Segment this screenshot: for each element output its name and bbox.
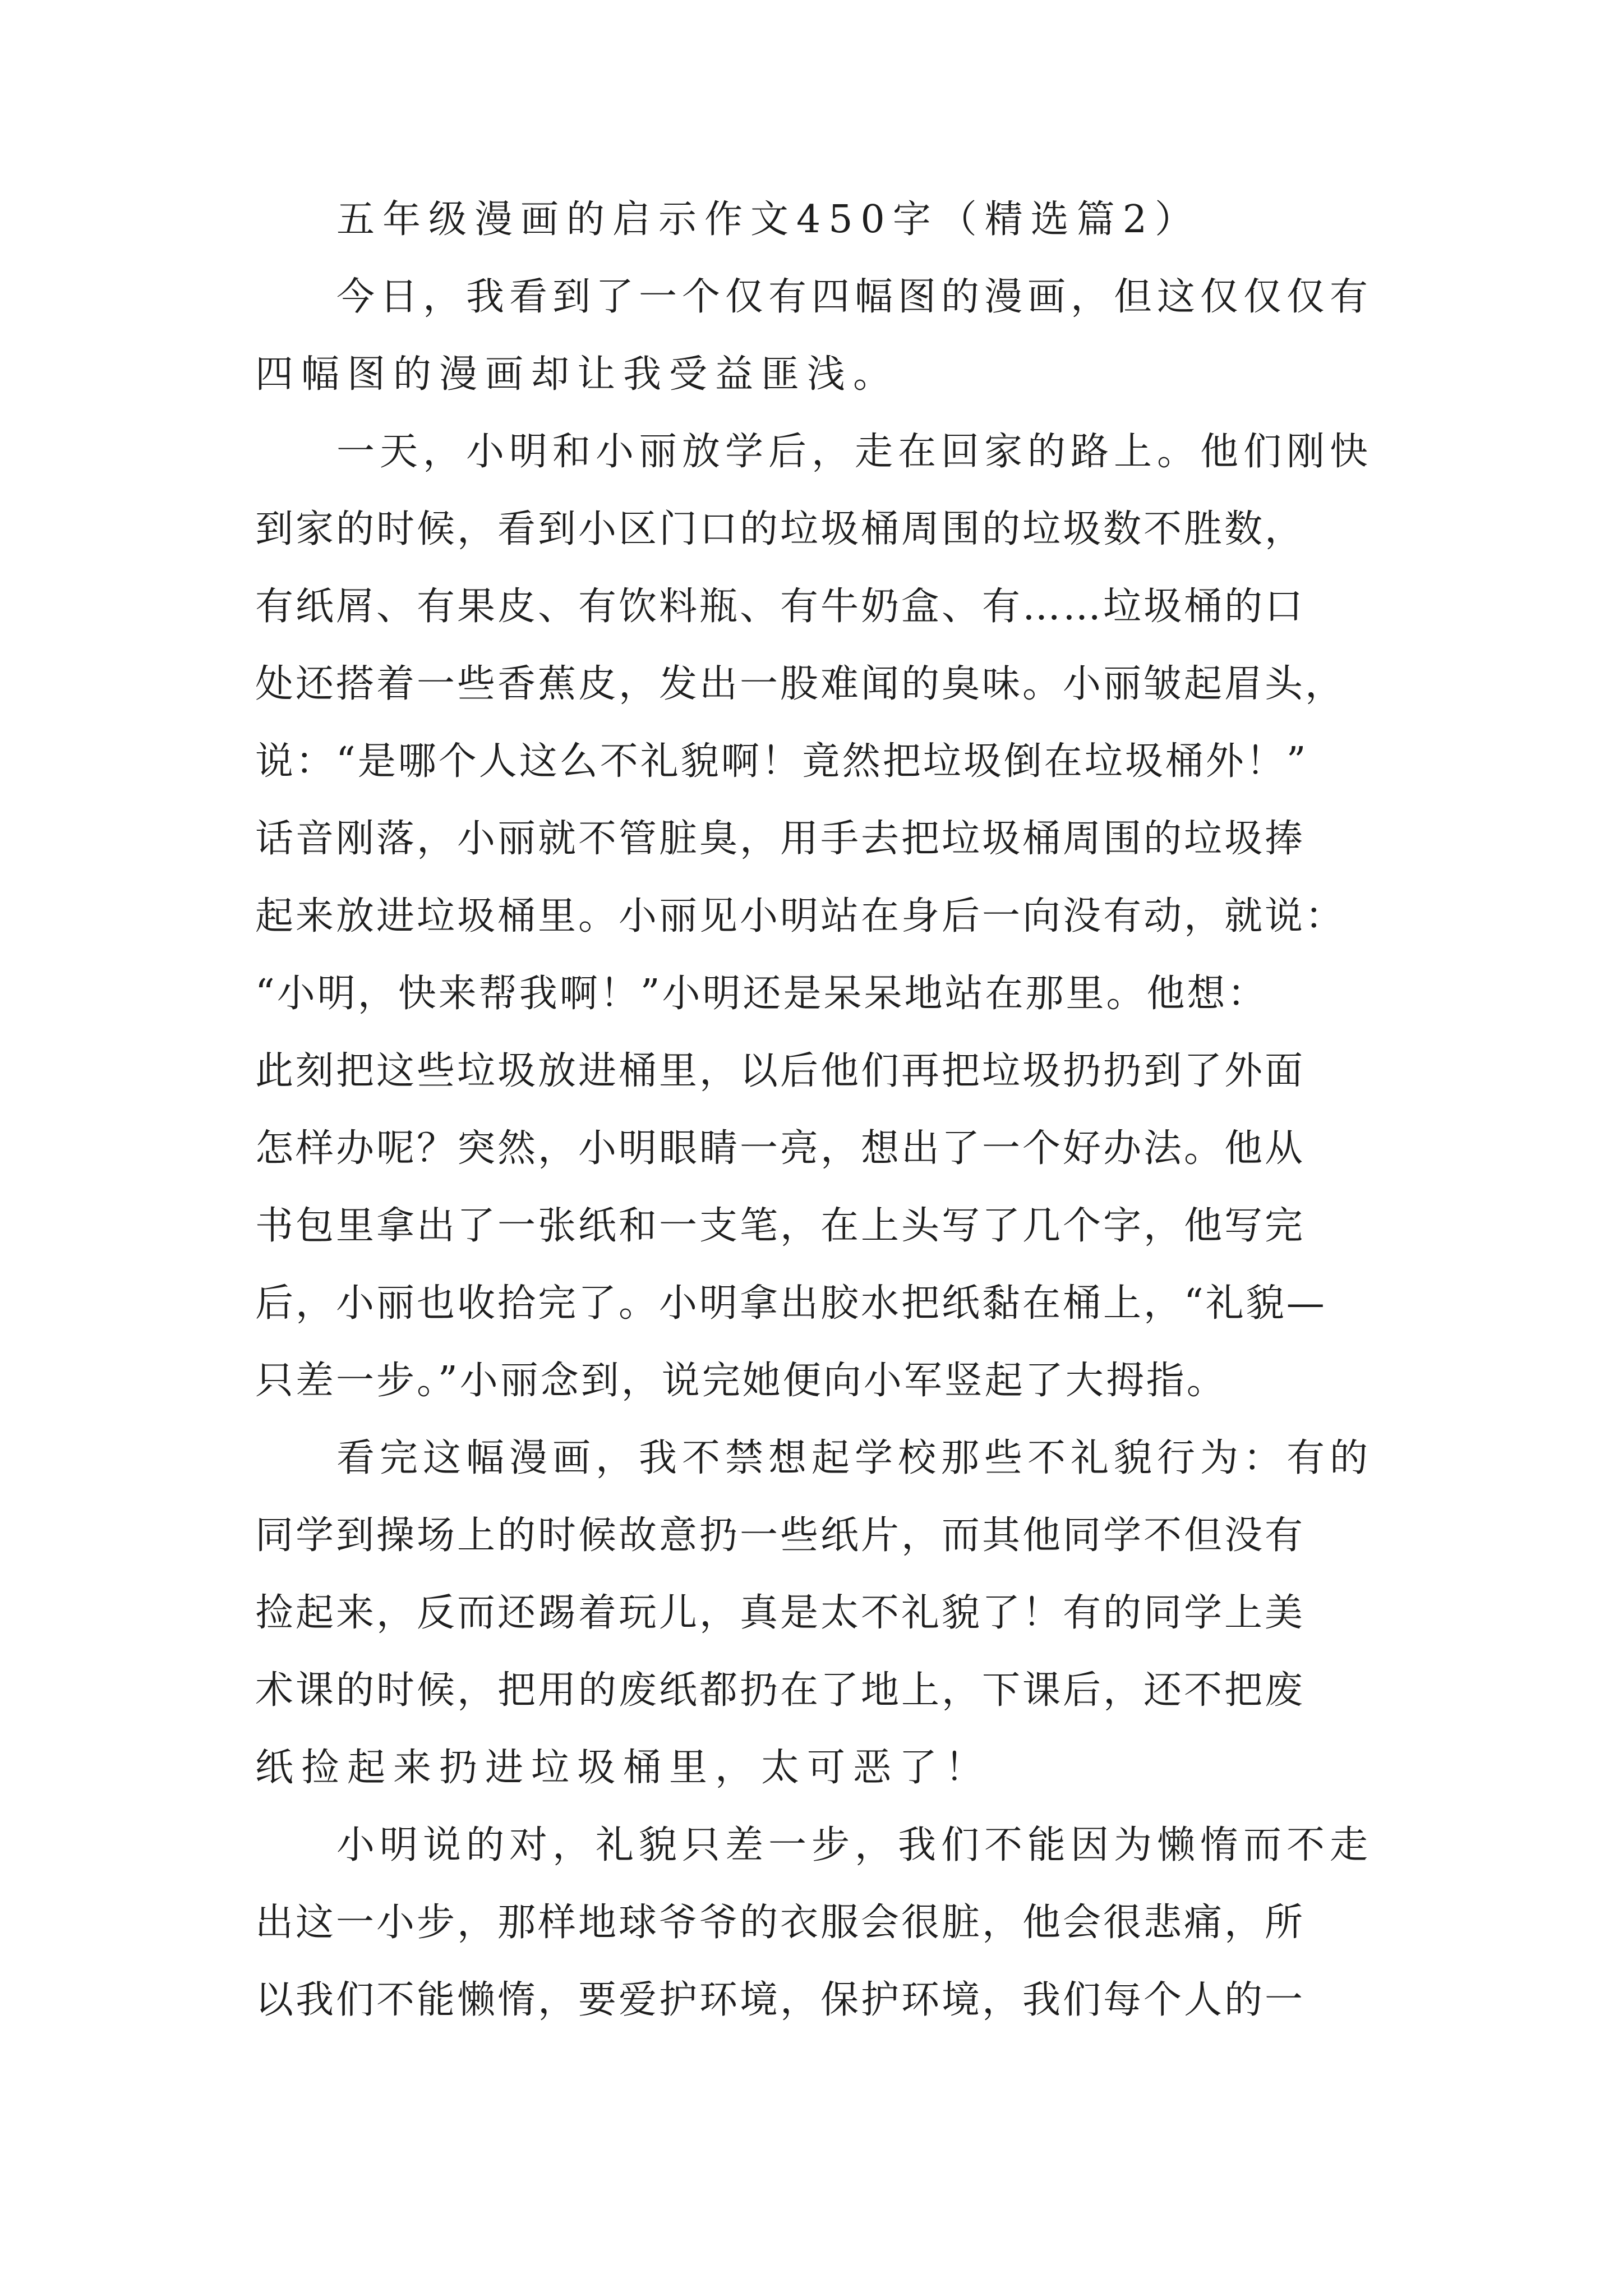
paragraph-line: 说：“是哪个人这么不礼貌啊！竟然把垃圾倒在垃圾桶外！”	[255, 739, 1308, 784]
paragraph-line: 此刻把这些垃圾放进桶里，以后他们再把垃圾扔扔到了外面	[255, 1049, 1306, 1093]
paragraph-line: “小明，快来帮我啊！”小明还是呆呆地站在那里。他想：	[255, 972, 1268, 1016]
paragraph-line: 看完这幅漫画，我不禁想起学校那些不礼貌行为：有的	[336, 1436, 1373, 1480]
paragraph-line: 小明说的对，礼貌只差一步，我们不能因为懒惰而不走	[336, 1823, 1373, 1867]
paragraph-line: 一天，小明和小丽放学后，走在回家的路上。他们刚快	[336, 430, 1373, 474]
paragraph-line: 纸捡起来扔进垃圾桶里，太可恶了！	[255, 1746, 992, 1790]
paragraph-line: 四幅图的漫画却让我受益匪浅。	[255, 352, 900, 397]
paragraph-line: 怎样办呢？突然，小明眼睛一亮，想出了一个好办法。他从	[255, 1126, 1306, 1171]
paragraph-line: 起来放进垃圾桶里。小丽见小明站在身后一向没有动，就说：	[255, 894, 1346, 938]
paragraph-line: 话音刚落，小丽就不管脏臭，用手去把垃圾桶周围的垃圾捧	[255, 817, 1306, 861]
paragraph-line: 书包里拿出了一张纸和一支笔，在上头写了几个字，他写完	[255, 1204, 1306, 1248]
paragraph-line: 后，小丽也收拾完了。小明拿出胶水把纸黏在桶上，“礼貌—	[255, 1281, 1327, 1326]
paragraph-line: 只差一步。”小丽念到，说完她便向小军竖起了大拇指。	[255, 1359, 1227, 1403]
paragraph-line: 捡起来，反而还踢着玩儿，真是太不礼貌了！有的同学上美	[255, 1591, 1306, 1635]
paragraph-line: 处还搭着一些香蕉皮，发出一股难闻的臭味。小丽皱起眉头，	[255, 662, 1346, 706]
essay-title: 五年级漫画的启示作文450字（精选篇2）	[336, 197, 1201, 242]
paragraph-line: 出这一小步，那样地球爷爷的衣服会很脏，他会很悲痛，所	[255, 1901, 1306, 1945]
paragraph-line: 术课的时候，把用的废纸都扔在了地上，下课后，还不把废	[255, 1668, 1306, 1713]
paragraph-line: 到家的时候，看到小区门口的垃圾桶周围的垃圾数不胜数，	[255, 507, 1306, 551]
paragraph-line: 今日，我看到了一个仅有四幅图的漫画，但这仅仅仅有	[336, 275, 1373, 319]
paragraph-line: 有纸屑、有果皮、有饮料瓶、有牛奶盒、有……垃圾桶的口	[255, 585, 1306, 629]
paragraph-line: 同学到操场上的时候故意扔一些纸片，而其他同学不但没有	[255, 1513, 1306, 1558]
paragraph-line: 以我们不能懒惰，要爱护环境，保护环境，我们每个人的一	[255, 1978, 1306, 2022]
